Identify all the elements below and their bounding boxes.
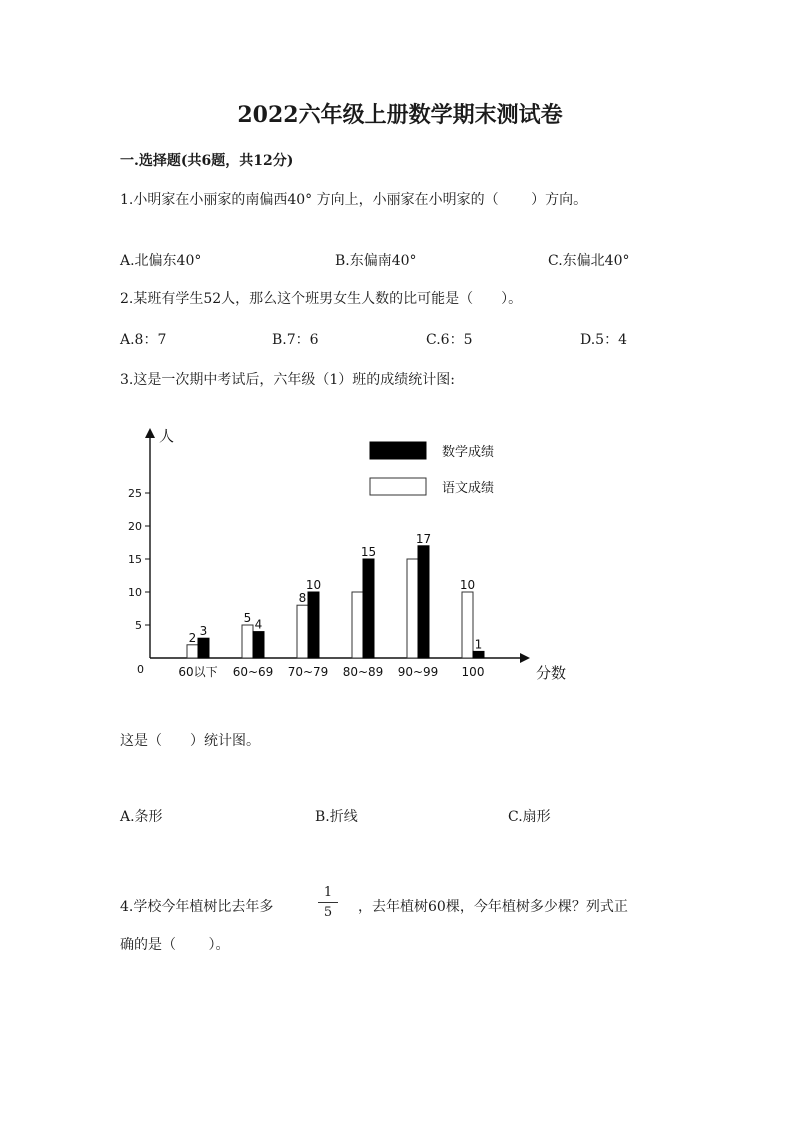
question-1-option-b: B.东偏南40° [335, 253, 417, 269]
fraction-denominator: 5 [323, 905, 333, 920]
x-tick-label: 70~79 [287, 665, 329, 679]
bar-math [308, 592, 319, 658]
data-label-math: 10 [305, 578, 322, 592]
question-2-text: 2.某班有学生52人，那么这个班男女生人数的比可能是（ ）。 [120, 291, 523, 307]
x-axis-arrow [520, 653, 530, 663]
bar-chinese [242, 625, 253, 658]
data-label-math: 3 [199, 624, 208, 639]
data-label-math: 17 [415, 531, 432, 546]
x-tick-label: 90~99 [397, 665, 439, 679]
question-3-sub-text: 这是（ ）统计图。 [120, 733, 260, 749]
bar-math [473, 651, 484, 658]
question-2-option-d: D.5：4 [580, 332, 627, 348]
bar-chinese [462, 592, 473, 658]
bar-chinese [407, 559, 418, 658]
bar-math [198, 638, 209, 658]
bar-math [253, 632, 264, 658]
x-tick-label: 60~69 [232, 665, 274, 679]
data-label-chinese: 2 [188, 630, 197, 645]
bar-chinese [352, 592, 363, 658]
y-axis-arrow [145, 428, 155, 438]
data-label-chinese: 8 [298, 591, 307, 606]
question-1-option-a: A.北偏东40° [120, 253, 202, 269]
legend-swatch-math [370, 442, 426, 459]
section-title: 一.选择题(共6题，共12分) [120, 153, 294, 169]
question-3-option-b: B.折线 [315, 809, 358, 825]
y-tick-label: 10 [128, 586, 142, 599]
legend-label-chinese: 语文成绩 [442, 481, 495, 496]
y-tick-label: 25 [128, 487, 142, 500]
y-tick-label: 5 [135, 619, 142, 632]
question-4-text-after: ，去年植树60棵，今年植树多少棵？列式正 [358, 899, 628, 915]
question-1-text: 1.小明家在小丽家的南偏西40° 方向上，小丽家在小明家的（ ）方向。 [120, 192, 588, 208]
data-label-chinese: 10 [459, 578, 476, 592]
legend-label-math: 数学成绩 [442, 445, 495, 460]
legend-swatch-chinese [370, 478, 426, 495]
x-axis-label: 分数 [536, 664, 567, 682]
y-tick-label: 20 [128, 520, 142, 533]
y-tick-label: 15 [128, 553, 142, 566]
question-3-text: 3.这是一次期中考试后，六年级（1）班的成绩统计图: [120, 372, 455, 388]
question-2-option-b: B.7：6 [272, 332, 319, 348]
question-4-fraction [318, 886, 338, 919]
question-1-option-c: C.东偏北40° [548, 253, 630, 269]
y-axis-label: 人 [159, 427, 175, 445]
question-2-option-c: C.6：5 [426, 332, 473, 348]
x-tick-label: 100 [461, 665, 485, 679]
question-4-text-line2: 确的是（ ）。 [120, 937, 230, 953]
bar-chinese [187, 645, 198, 658]
data-label-chinese: 5 [243, 611, 252, 625]
x-tick-label: 80~89 [342, 665, 384, 679]
score-bar-chart [120, 418, 580, 690]
x-tick-label: 60以下 [178, 665, 218, 679]
bar-math [418, 546, 429, 658]
bar-chinese [297, 605, 308, 658]
question-2-option-a: A.8：7 [120, 332, 167, 348]
question-3-option-a: A.条形 [120, 809, 163, 825]
data-label-math: 1 [474, 637, 483, 652]
page-title: 2022六年级上册数学期末测试卷 [237, 102, 563, 128]
origin-label: 0 [137, 663, 144, 676]
data-label-math: 15 [360, 545, 377, 559]
question-3-option-c: C.扇形 [508, 809, 551, 825]
fraction-numerator: 1 [318, 886, 338, 903]
question-4-text-before: 4.学校今年植树比去年多 [120, 899, 274, 915]
data-label-math: 4 [254, 617, 263, 632]
bar-math [363, 559, 374, 658]
